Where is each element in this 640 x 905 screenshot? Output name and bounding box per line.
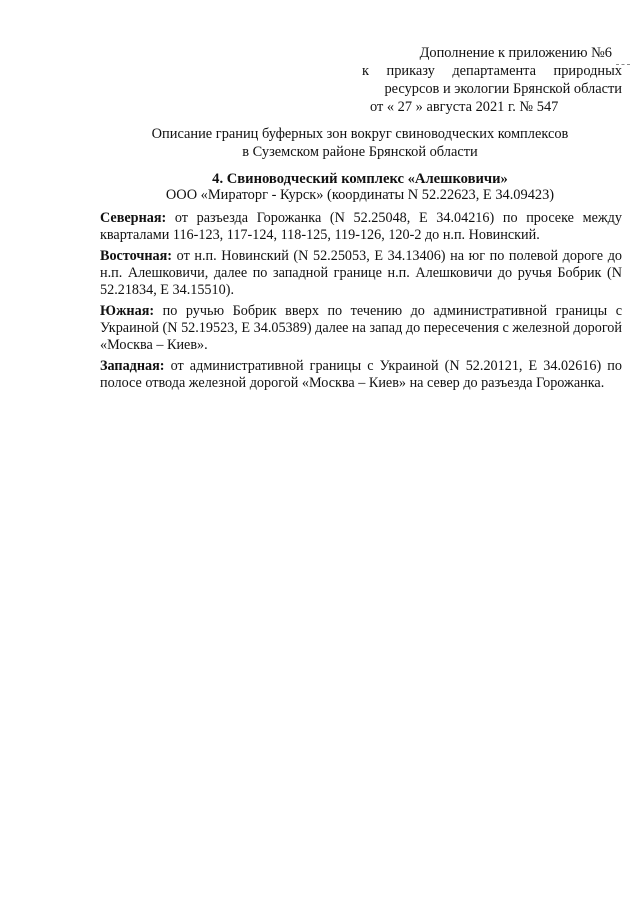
border-south-label: Южная: — [100, 303, 155, 319]
border-south-text: по ручью Бобрик вверх по течению до административной границы с Украиной (N 52.19523, E 34.05389) далее на запад до пересечения с железной дорогой «Москва – Киев». — [100, 303, 623, 353]
border-west-label: Западная: — [100, 358, 165, 374]
appendix-title: Дополнение к приложению №6 — [419, 45, 612, 61]
complex-title: 4. Свиноводческий комплекс «Алешковичи» — [212, 171, 508, 187]
border-east-text: от н.п. Новинский (N 52.25053, E 34.13406) на юг по полевой дороге до н.п. Алешковичи, далее по западной границе н.п. Алешковичи до ручья Бобрик (N 52.21834, E 34.15510). — [100, 248, 623, 298]
appendix-date-line: от « 27 » августа 2021 г. № 547 — [370, 99, 559, 115]
border-descriptions — [100, 210, 622, 396]
complex-organization: ООО «Мираторг - Курск» (координаты N 52.22623, E 34.09423) — [165, 187, 555, 203]
border-west — [100, 358, 622, 392]
appendix-department-line: ресурсов и экологии Брянской области — [384, 81, 622, 97]
scan-mark — [616, 64, 630, 66]
appendix-header — [362, 44, 622, 116]
border-east-label: Восточная: — [100, 248, 173, 264]
border-west-text: от административной границы с Украиной (N 52.20121, E 34.02616) по полосе отвода железной дорогой «Москва – Киев» на север до разъезда Горожанка. — [100, 358, 622, 391]
border-south — [100, 303, 622, 354]
heading-line-2: в Суземском районе Брянской области — [242, 144, 478, 160]
border-north-label: Северная: — [100, 210, 167, 226]
border-north-text: от разъезда Горожанка (N 52.25048, E 34.04216) по просеке между кварталами 116-123, 117-124, 118-125, 119-126, 120-2 до н.п. Новинский. — [100, 210, 622, 243]
heading-line-1: Описание границ буферных зон вокруг свиноводческих комплексов — [151, 126, 569, 142]
document-heading — [100, 125, 620, 161]
border-north — [100, 210, 622, 244]
border-east — [100, 248, 622, 299]
appendix-order-line: к приказу департамента природных — [362, 63, 622, 79]
